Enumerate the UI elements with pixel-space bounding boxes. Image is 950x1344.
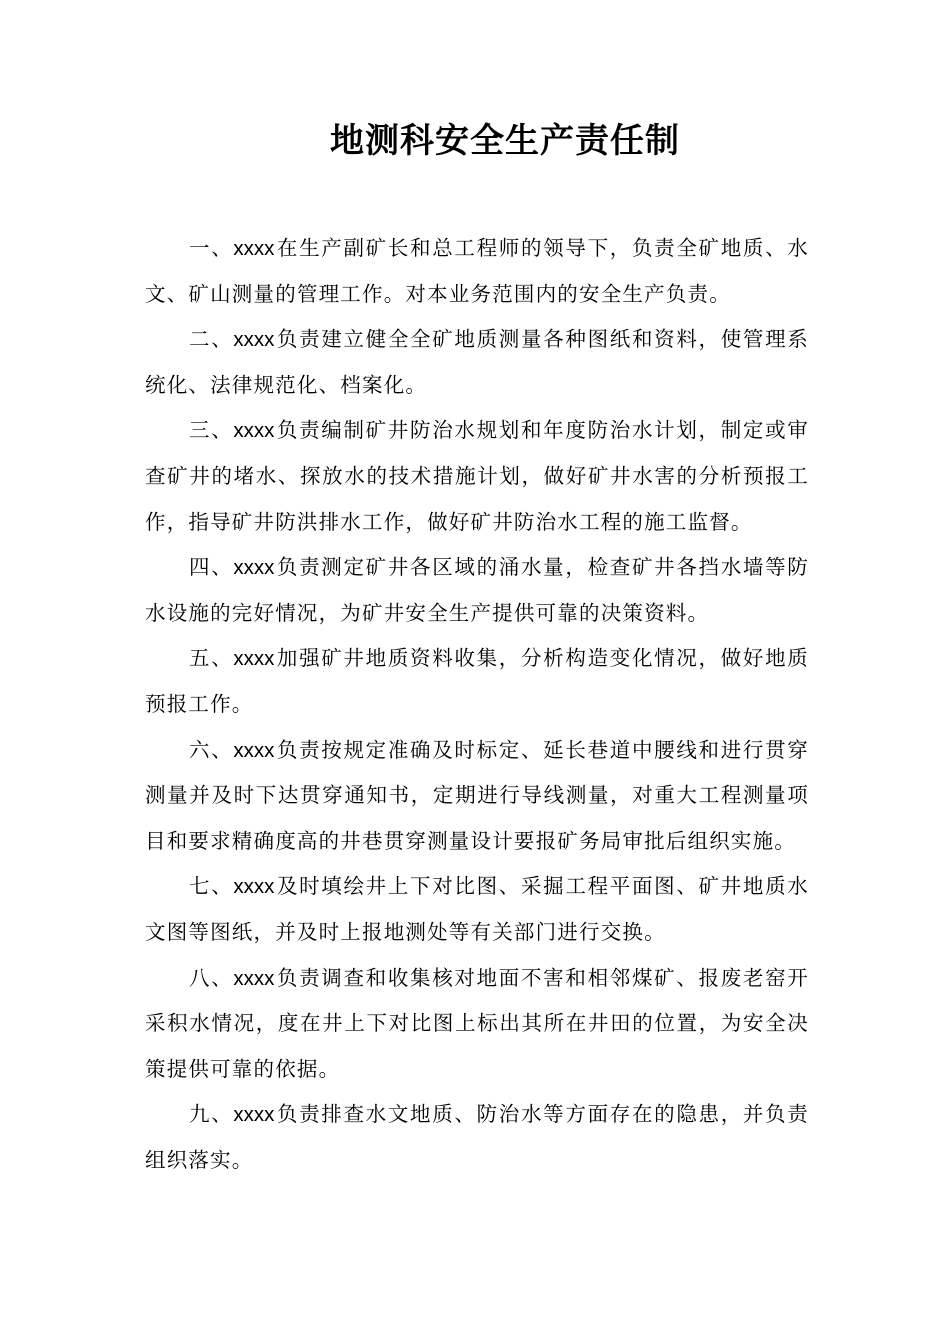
paragraph-2 bbox=[145, 317, 809, 408]
paragraph-8 bbox=[145, 956, 809, 1093]
paragraph-number: 七、 bbox=[189, 874, 234, 899]
placeholder-code: xxxx bbox=[233, 738, 275, 762]
document-title: 地测科安全生产责任制 bbox=[330, 121, 680, 161]
paragraph-text: 在生产副矿长和总工程师的领导下，负责全矿地质、水文、矿山测量的管理工作。对本业务范围内的安全生产负责。 bbox=[145, 236, 809, 306]
paragraph-3 bbox=[145, 408, 809, 545]
paragraph-text: 负责调查和收集核对地面不害和相邻煤矿、报废老窑开采积水情况，度在井上下对比图上标出其所在井田的位置，为安全决策提供可靠的依据。 bbox=[145, 965, 809, 1081]
paragraph-text: 加强矿井地质资料收集，分析构造变化情况，做好地质预报工作。 bbox=[145, 646, 809, 716]
paragraph-7 bbox=[145, 864, 809, 955]
placeholder-code: xxxx bbox=[233, 875, 275, 899]
paragraph-number: 八、 bbox=[189, 965, 234, 990]
paragraph-number: 三、 bbox=[189, 418, 234, 443]
paragraph-9 bbox=[145, 1092, 809, 1183]
paragraph-number: 四、 bbox=[189, 555, 234, 580]
placeholder-code: xxxx bbox=[233, 556, 275, 580]
placeholder-code: xxxx bbox=[233, 237, 275, 260]
paragraph-text: 负责建立健全全矿地质测量各种图纸和资料，使管理系统化、法律规范化、档案化。 bbox=[145, 327, 809, 397]
paragraph-4 bbox=[145, 545, 809, 636]
paragraph-number: 九、 bbox=[189, 1102, 234, 1127]
paragraph-text: 负责编制矿井防治水规划和年度防治水计划，制定或审查矿井的堵水、探放水的技术措施计划，做好矿井水害的分析预报工作，指导矿井防洪排水工作，做好矿井防治水工程的施工监督。 bbox=[145, 418, 809, 534]
placeholder-code: xxxx bbox=[233, 647, 275, 671]
paragraph-number: 二、 bbox=[189, 327, 234, 352]
placeholder-code: xxxx bbox=[233, 966, 275, 990]
placeholder-code: xxxx bbox=[233, 419, 275, 443]
paragraph-text: 及时填绘井上下对比图、采掘工程平面图、矿井地质水文图等图纸，并及时上报地测处等有关部门进行交换。 bbox=[145, 874, 809, 944]
paragraph-text: 负责排查水文地质、防治水等方面存在的隐患，并负责组织落实。 bbox=[145, 1102, 809, 1172]
paragraph-number: 六、 bbox=[189, 737, 234, 762]
placeholder-code: xxxx bbox=[233, 1103, 275, 1127]
paragraph-6 bbox=[145, 728, 809, 865]
paragraph-number: 五、 bbox=[189, 646, 234, 671]
paragraph-number: 一、 bbox=[189, 236, 234, 260]
paragraph-text: 负责按规定准确及时标定、延长巷道中腰线和进行贯穿测量并及时下达贯穿通知书，定期进行导线测量，对重大工程测量项目和要求精确度高的井巷贯穿测量设计要报矿务局审批后组织实施。 bbox=[145, 737, 809, 853]
paragraph-5 bbox=[145, 636, 809, 727]
paragraph-1 bbox=[145, 226, 809, 317]
document-body bbox=[145, 226, 809, 1183]
placeholder-code: xxxx bbox=[233, 328, 275, 352]
paragraph-text: 负责测定矿井各区域的涌水量，检查矿井各挡水墙等防水设施的完好情况，为矿井安全生产提供可靠的决策资料。 bbox=[145, 555, 809, 625]
